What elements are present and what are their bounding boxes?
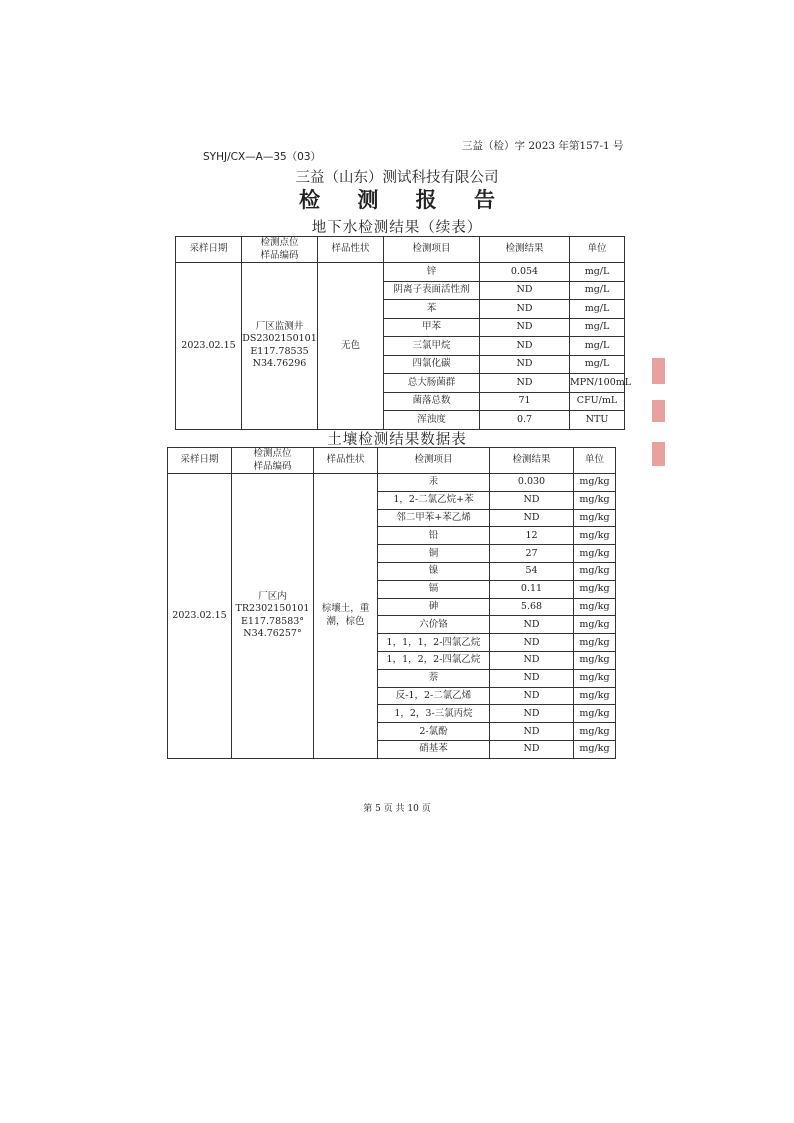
site-code-header: 检测点位 样品编码	[232, 448, 314, 474]
unit: mg/kg	[574, 527, 616, 545]
sampling-date: 2023.02.15	[176, 263, 242, 430]
test-item: 阴离子表面活性剂	[384, 281, 480, 300]
test-result: ND	[490, 616, 574, 634]
table-row	[176, 263, 625, 282]
unit: mg/kg	[574, 580, 616, 598]
unit: MPN/100mL	[570, 374, 625, 393]
unit: mg/L	[570, 263, 625, 282]
test-item: 反-1，2-二氯乙烯	[378, 687, 490, 705]
site-code: 厂区监测井 DS2302150101 E117.78535 N34.76296	[242, 263, 318, 430]
soil-results-table	[167, 447, 616, 759]
unit: mg/kg	[574, 474, 616, 492]
unit: mg/kg	[574, 669, 616, 687]
test-item: 锌	[384, 263, 480, 282]
test-item: 总大肠菌群	[384, 374, 480, 393]
form-code: SYHJ/CX—A—35（03）	[203, 151, 322, 163]
sample-character-header: 样品性状	[318, 237, 384, 263]
unit-header: 单位	[574, 448, 616, 474]
unit: mg/kg	[574, 616, 616, 634]
unit: mg/L	[570, 318, 625, 337]
test-item-header: 检测项目	[384, 237, 480, 263]
test-item: 1，1，1，2-四氯乙烷	[378, 634, 490, 652]
site-code-header: 检测点位 样品编码	[242, 237, 318, 263]
test-result: ND	[490, 687, 574, 705]
sample-character: 棕壤土，重 潮，棕色	[314, 474, 378, 759]
sampling-date-header: 采样日期	[168, 448, 232, 474]
unit: mg/kg	[574, 723, 616, 741]
table-header-row	[168, 448, 616, 474]
test-result: ND	[490, 669, 574, 687]
table-row	[168, 474, 616, 492]
test-result: ND	[490, 723, 574, 741]
test-result: 27	[490, 545, 574, 563]
test-result: ND	[480, 355, 570, 374]
unit: mg/L	[570, 281, 625, 300]
test-item: 六价铬	[378, 616, 490, 634]
test-result: 0.054	[480, 263, 570, 282]
document-number: 三益（检）字 2023 年第157-1 号	[462, 140, 624, 152]
test-result: 12	[490, 527, 574, 545]
test-result: ND	[490, 651, 574, 669]
test-result: ND	[480, 281, 570, 300]
unit: mg/kg	[574, 634, 616, 652]
unit: mg/kg	[574, 651, 616, 669]
unit: mg/kg	[574, 705, 616, 723]
test-result: 0.11	[490, 580, 574, 598]
sampling-date: 2023.02.15	[168, 474, 232, 759]
test-result: 0.030	[490, 474, 574, 492]
test-result: ND	[490, 634, 574, 652]
unit: mg/L	[570, 355, 625, 374]
groundwater-results-table	[175, 236, 632, 430]
unit: mg/kg	[574, 491, 616, 509]
test-result: ND	[490, 491, 574, 509]
unit: mg/kg	[574, 562, 616, 580]
unit: mg/kg	[574, 545, 616, 563]
test-item: 硝基苯	[378, 740, 490, 758]
test-item: 苯	[384, 300, 480, 319]
sample-character: 无色	[318, 263, 384, 430]
test-result: ND	[490, 705, 574, 723]
test-result: ND	[480, 300, 570, 319]
test-result: ND	[490, 509, 574, 527]
unit: NTU	[570, 411, 625, 430]
test-item-header: 检测项目	[378, 448, 490, 474]
test-item: 1，2-二氯乙烷+苯	[378, 491, 490, 509]
test-item: 1，1，2，2-四氯乙烷	[378, 651, 490, 669]
unit: mg/kg	[574, 687, 616, 705]
report-title: 检 测 报 告	[299, 187, 510, 212]
test-item: 铜	[378, 545, 490, 563]
site-code: 厂区内 TR2302150101 E117.78583° N34.76257°	[232, 474, 314, 759]
test-item: 镍	[378, 562, 490, 580]
test-item: 菌落总数	[384, 392, 480, 411]
page-number: 第 5 页 共 10 页	[363, 804, 431, 814]
test-item: 1，2，3-三氯丙烷	[378, 705, 490, 723]
test-result: ND	[490, 740, 574, 758]
test-item: 浑浊度	[384, 411, 480, 430]
test-result: 0.7	[480, 411, 570, 430]
seal-stamp-fragment	[652, 358, 665, 384]
test-result-header: 检测结果	[490, 448, 574, 474]
test-result: 71	[480, 392, 570, 411]
unit: mg/kg	[574, 598, 616, 616]
test-item: 四氯化碳	[384, 355, 480, 374]
soil-section-title: 土壤检测结果数据表	[327, 432, 467, 448]
company-name: 三益（山东）测试科技有限公司	[295, 170, 499, 186]
seal-stamp-fragment	[652, 400, 665, 422]
test-item: 砷	[378, 598, 490, 616]
sampling-date-header: 采样日期	[176, 237, 242, 263]
table-header-row	[176, 237, 625, 263]
test-result: ND	[480, 337, 570, 356]
groundwater-section-title: 地下水检测结果（续表）	[311, 220, 483, 236]
test-item: 2-氯酚	[378, 723, 490, 741]
unit: mg/kg	[574, 509, 616, 527]
test-item: 三氯甲烷	[384, 337, 480, 356]
test-item: 甲苯	[384, 318, 480, 337]
test-result: ND	[480, 318, 570, 337]
test-result: ND	[480, 374, 570, 393]
test-result: 5.68	[490, 598, 574, 616]
unit: mg/L	[570, 337, 625, 356]
unit-header: 单位	[570, 237, 625, 263]
sample-character-header: 样品性状	[314, 448, 378, 474]
test-result: 54	[490, 562, 574, 580]
unit: CFU/mL	[570, 392, 625, 411]
unit: mg/kg	[574, 740, 616, 758]
unit: mg/L	[570, 300, 625, 319]
test-item: 镉	[378, 580, 490, 598]
seal-stamp-fragment	[652, 442, 665, 466]
test-item: 铅	[378, 527, 490, 545]
test-item: 汞	[378, 474, 490, 492]
test-item: 邻二甲苯+苯乙烯	[378, 509, 490, 527]
test-item: 萘	[378, 669, 490, 687]
test-result-header: 检测结果	[480, 237, 570, 263]
